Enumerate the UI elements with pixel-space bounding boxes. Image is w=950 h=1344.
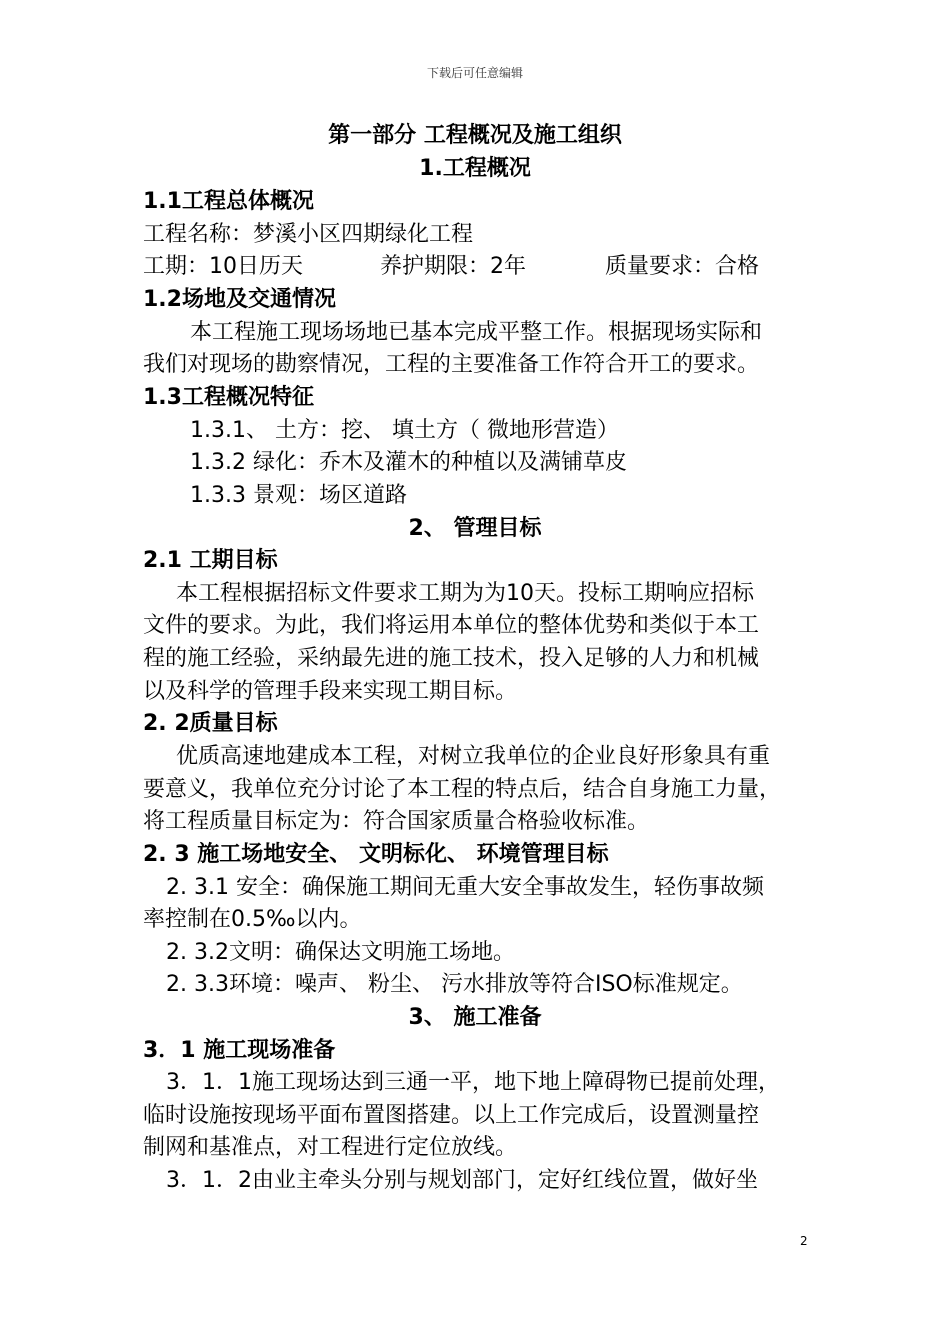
paragraph-2-2-line3: 将工程质量目标定为：符合国家质量合格验收标准。 [143,809,650,834]
heading-2-3: 2. 3 施工场地安全、 文明标化、 环境管理目标 [143,842,609,867]
maintenance-period: 养护期限：2年 [380,254,526,279]
item-1-3-1: 1.3.1、 土方：挖、 填土方（ 微地形营造） [190,418,619,443]
page-number: 2 [800,1234,808,1248]
item-2-3-2: 2. 3.2文明：确保达文明施工场地。 [166,940,515,965]
item-2-3-1-line2: 率控制在0.5‰以内。 [143,907,362,932]
paragraph-2-1-line1: 本工程根据招标文件要求工期为为10天。投标工期响应招标 [176,581,754,606]
paragraph-2-2-line1: 优质高速地建成本工程，对树立我单位的企业良好形象具有重 [176,744,771,769]
part-title: 第一部分 工程概况及施工组织 [328,123,622,148]
heading-1-1: 1.1工程总体概况 [143,189,314,214]
quality-requirement: 质量要求：合格 [605,254,760,279]
item-3-1-2-line1: 3．1．2由业主牵头分别与规划部门，定好红线位置，做好坐 [166,1168,758,1193]
heading-1-3: 1.3工程概况特征 [143,385,314,410]
item-3-1-1-line3: 制网和基准点，对工程进行定位放线。 [143,1135,518,1160]
item-2-3-3: 2. 3.3环境：噪声、 粉尘、 污水排放等符合ISO标准规定。 [166,972,743,997]
paragraph-1-2-line1: 本工程施工现场场地已基本完成平整工作。根据现场实际和 [190,320,763,345]
paragraph-2-1-line2: 文件的要求。为此，我们将运用本单位的整体优势和类似于本工 [143,613,760,638]
heading-1-2: 1.2场地及交通情况 [143,287,336,312]
section-title-1: 1.工程概况 [419,156,531,181]
page-header: 下载后可任意编辑 [426,66,523,80]
heading-2-1: 2.1 工期目标 [143,548,278,573]
paragraph-2-1-line4: 以及科学的管理手段来实现工期目标。 [143,679,518,704]
paragraph-2-1-line3: 程的施工经验，采纳最先进的施工技术，投入足够的人力和机械 [143,646,760,671]
heading-3-1: 3．1 施工现场准备 [143,1038,336,1063]
item-3-1-1-line2: 临时设施按现场平面布置图搭建。以上工作完成后，设置测量控 [143,1103,760,1128]
section-title-3: 3、 施工准备 [408,1005,542,1030]
section-title-2: 2、 管理目标 [408,516,542,541]
item-1-3-3: 1.3.3 景观：场区道路 [190,483,407,508]
project-name: 工程名称：梦溪小区四期绿化工程 [143,222,474,247]
item-2-3-1-line1: 2. 3.1 安全：确保施工期间无重大安全事故发生，轻伤事故频 [166,875,764,900]
item-1-3-2: 1.3.2 绿化：乔木及灌木的种植以及满铺草皮 [190,450,627,475]
duration: 工期：10日历天 [143,254,303,279]
paragraph-1-2-line2: 我们对现场的勘察情况，工程的主要准备工作符合开工的要求。 [143,352,760,377]
item-3-1-1-line1: 3．1．1施工现场达到三通一平，地下地上障碍物已提前处理， [166,1070,780,1095]
heading-2-2: 2. 2质量目标 [143,711,278,736]
paragraph-2-2-line2: 要意义，我单位充分讨论了本工程的特点后，结合自身施工力量， [143,777,782,802]
